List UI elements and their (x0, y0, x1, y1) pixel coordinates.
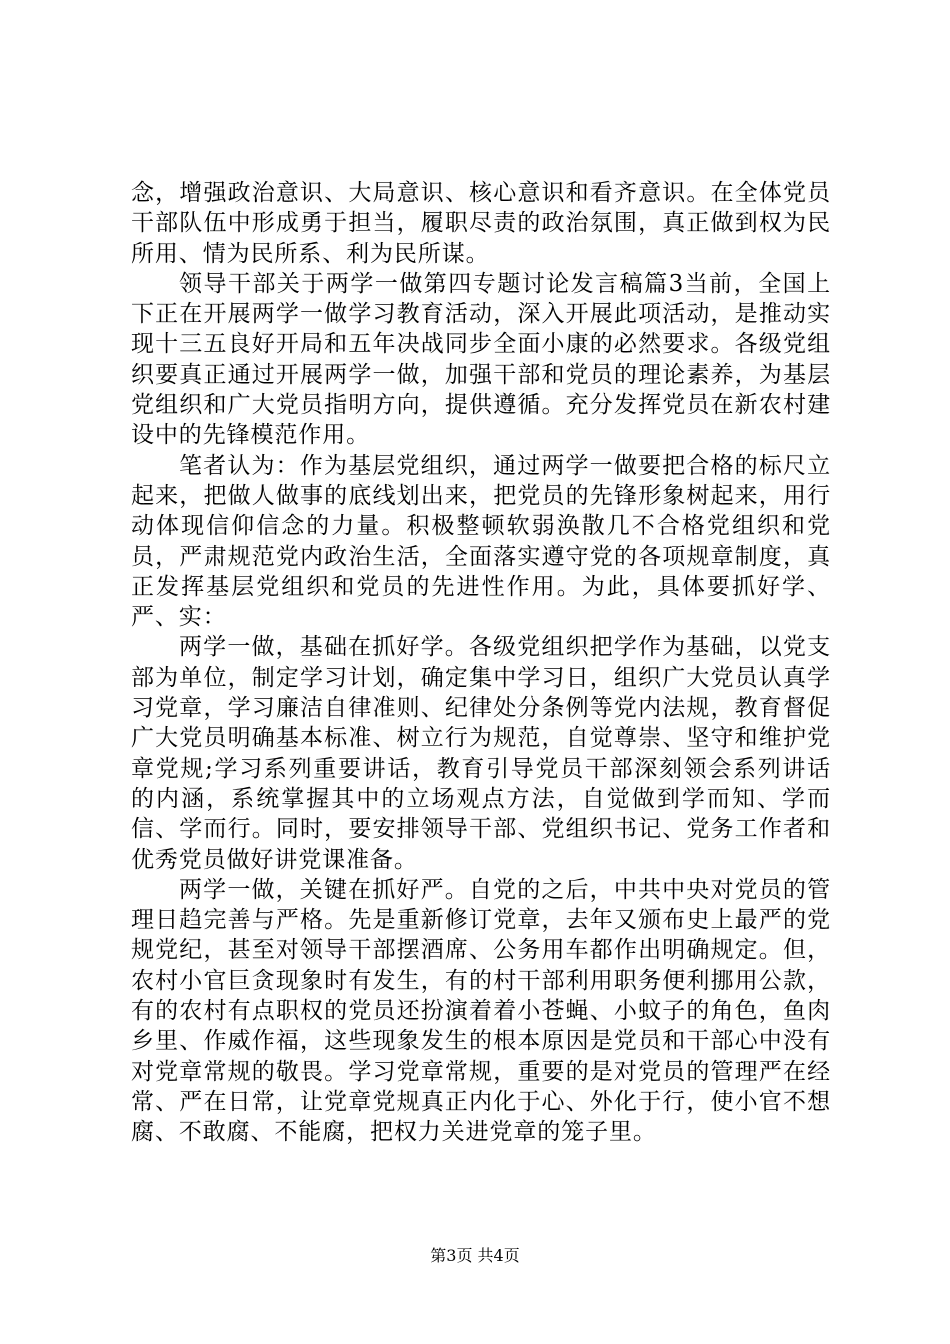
paragraph: 笔者认为：作为基层党组织，通过两学一做要把合格的标尺立起来，把做人做事的底线划出来，把党员的先锋形象树起来，用行动体现信仰信念的力量。积极整顿软弱涣散几不合格党组织和党员，严肃规范党内政治生活，全面落实遵守党的各项规章制度，真正发挥基层党组织和党员的先进性作用。为此，具体要抓好学、严、实： (131, 452, 831, 631)
paragraph-continuation: 念，增强政治意识、大局意识、核心意识和看齐意识。在全体党员干部队伍中形成勇于担当，履职尽责的政治氛围，真正做到权为民所用、情为民所系、利为民所谋。 (131, 180, 831, 267)
document-body (131, 178, 831, 1148)
paragraph: 两学一做，关键在抓好严。自党的之后，中共中央对党员的管理日趋完善与严格。先是重新修订党章，去年又颁布史上最严的党规党纪，甚至对领导干部摆酒席、公务用车都作出明确规定。但，农村小官巨贪现象时有发生，有的村干部利用职务便利挪用公款，有的农村有点职权的党员还扮演着着小苍蝇、小蚊子的角色，鱼肉乡里、作威作福，这些现象发生的根本原因是党员和干部心中没有对党章常规的敬畏。学习党章常规，重要的是对党员的管理严在经常、严在日常，让党章党规真正内化于心、外化于行，使小官不想腐、不敢腐、不能腐，把权力关进党章的笼子里。 (131, 876, 831, 1146)
paragraph: 领导干部关于两学一做第四专题讨论发言稿篇3当前，全国上下正在开展两学一做学习教育活动，深入开展此项活动，是推动实现十三五良好开局和五年决战同步全面小康的必然要求。各级党组织要真正通过开展两学一做，加强干部和党员的理论素养，为基层党组织和广大党员指明方向，提供遵循。充分发挥党员在新农村建设中的先锋模范作用。 (131, 270, 831, 449)
paragraph: 两学一做，基础在抓好学。各级党组织把学作为基础，以党支部为单位，制定学习计划，确定集中学习日，组织广大党员认真学习党章，学习廉洁自律准则、纪律处分条例等党内法规，教育督促广大党员明确基本标准、树立行为规范，自觉尊崇、坚守和维护党章党规;学习系列重要讲话，教育引导党员干部深刻领会系列讲话的内涵，系统掌握其中的立场观点方法，自觉做到学而知、学而信、学而行。同时，要安排领导干部、党组织书记、党务工作者和优秀党员做好讲党课准备。 (131, 634, 831, 873)
page-number-footer: 第3页 共4页 (430, 1246, 520, 1265)
